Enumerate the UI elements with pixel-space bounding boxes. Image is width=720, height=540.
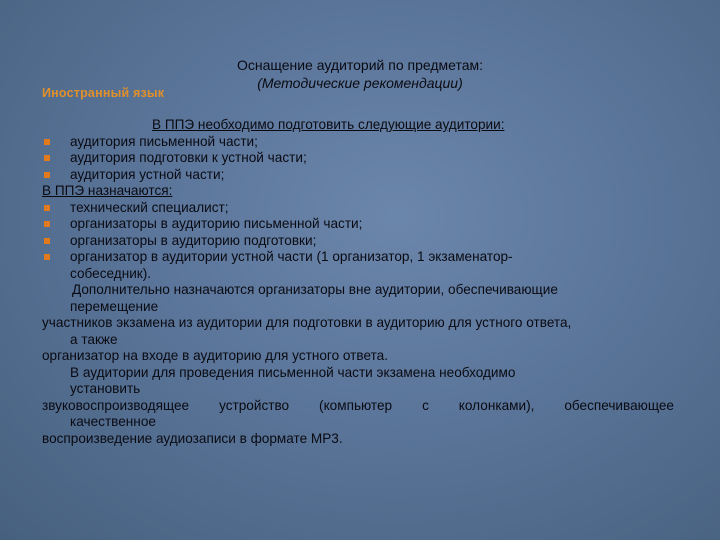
section1-heading-row xyxy=(42,117,674,134)
bullet-icon xyxy=(44,221,50,227)
paragraph-line: установить xyxy=(70,381,141,396)
list-item xyxy=(42,216,674,233)
list-item xyxy=(42,249,674,266)
list-item xyxy=(42,134,674,151)
list-item xyxy=(42,167,674,184)
paragraph-line: воспроизведение аудиозаписи в формате MP3. xyxy=(42,430,343,446)
bullet-icon xyxy=(44,238,50,244)
list-item xyxy=(42,233,674,250)
bullet-icon xyxy=(44,172,50,178)
slide-title xyxy=(190,56,530,92)
bullet-icon xyxy=(44,155,50,161)
section2-heading: В ППЭ назначаются: xyxy=(42,183,173,198)
paragraph-line: В аудитории для проведения письменной части экзамена необходимо xyxy=(70,364,516,380)
list-item-text: аудитория подготовки к устной части; xyxy=(70,150,307,165)
list-item-continuation: собеседник). xyxy=(70,265,152,281)
bullet-icon xyxy=(44,139,50,145)
list-item-text: организатор в аудитории устной части (1 организатор, 1 экзаменатор- xyxy=(70,249,513,264)
section1-heading: В ППЭ необходимо подготовить следующие аудитории: xyxy=(152,117,505,132)
slide-body xyxy=(42,117,674,447)
bullet-icon xyxy=(44,205,50,211)
subject-label: Иностранный язык xyxy=(42,86,165,100)
bullet-icon xyxy=(44,254,50,260)
list-item xyxy=(42,200,674,217)
title-line-2: (Методические рекомендации) xyxy=(257,75,463,91)
paragraph-line: качественное xyxy=(70,414,156,429)
list-item-text: аудитория письменной части; xyxy=(70,133,258,149)
paragraph-line: а также xyxy=(70,331,118,347)
list-item-text: организаторы в аудиторию подготовки; xyxy=(70,232,317,248)
list-item xyxy=(42,150,674,167)
list-item-text: аудитория устной части; xyxy=(70,166,225,182)
paragraph-line: звуковоспроизводящее устройство (компьютер с колонками), обеспечивающее xyxy=(42,397,674,413)
list-item-text: организаторы в аудиторию письменной части; xyxy=(70,216,363,231)
paragraph-line: организатор на входе в аудиторию для устного ответа. xyxy=(42,348,388,363)
title-line-1: Оснащение аудиторий по предметам: xyxy=(236,57,484,73)
section2-heading-row xyxy=(42,183,674,200)
paragraph-line: участников экзамена из аудитории для подготовки в аудиторию для устного ответа, xyxy=(42,315,572,330)
list-item-text: технический специалист; xyxy=(70,199,229,215)
paragraph-line: перемещение xyxy=(70,298,159,314)
paragraph-line: Дополнительно назначаются организаторы вне аудитории, обеспечивающие xyxy=(72,282,558,297)
